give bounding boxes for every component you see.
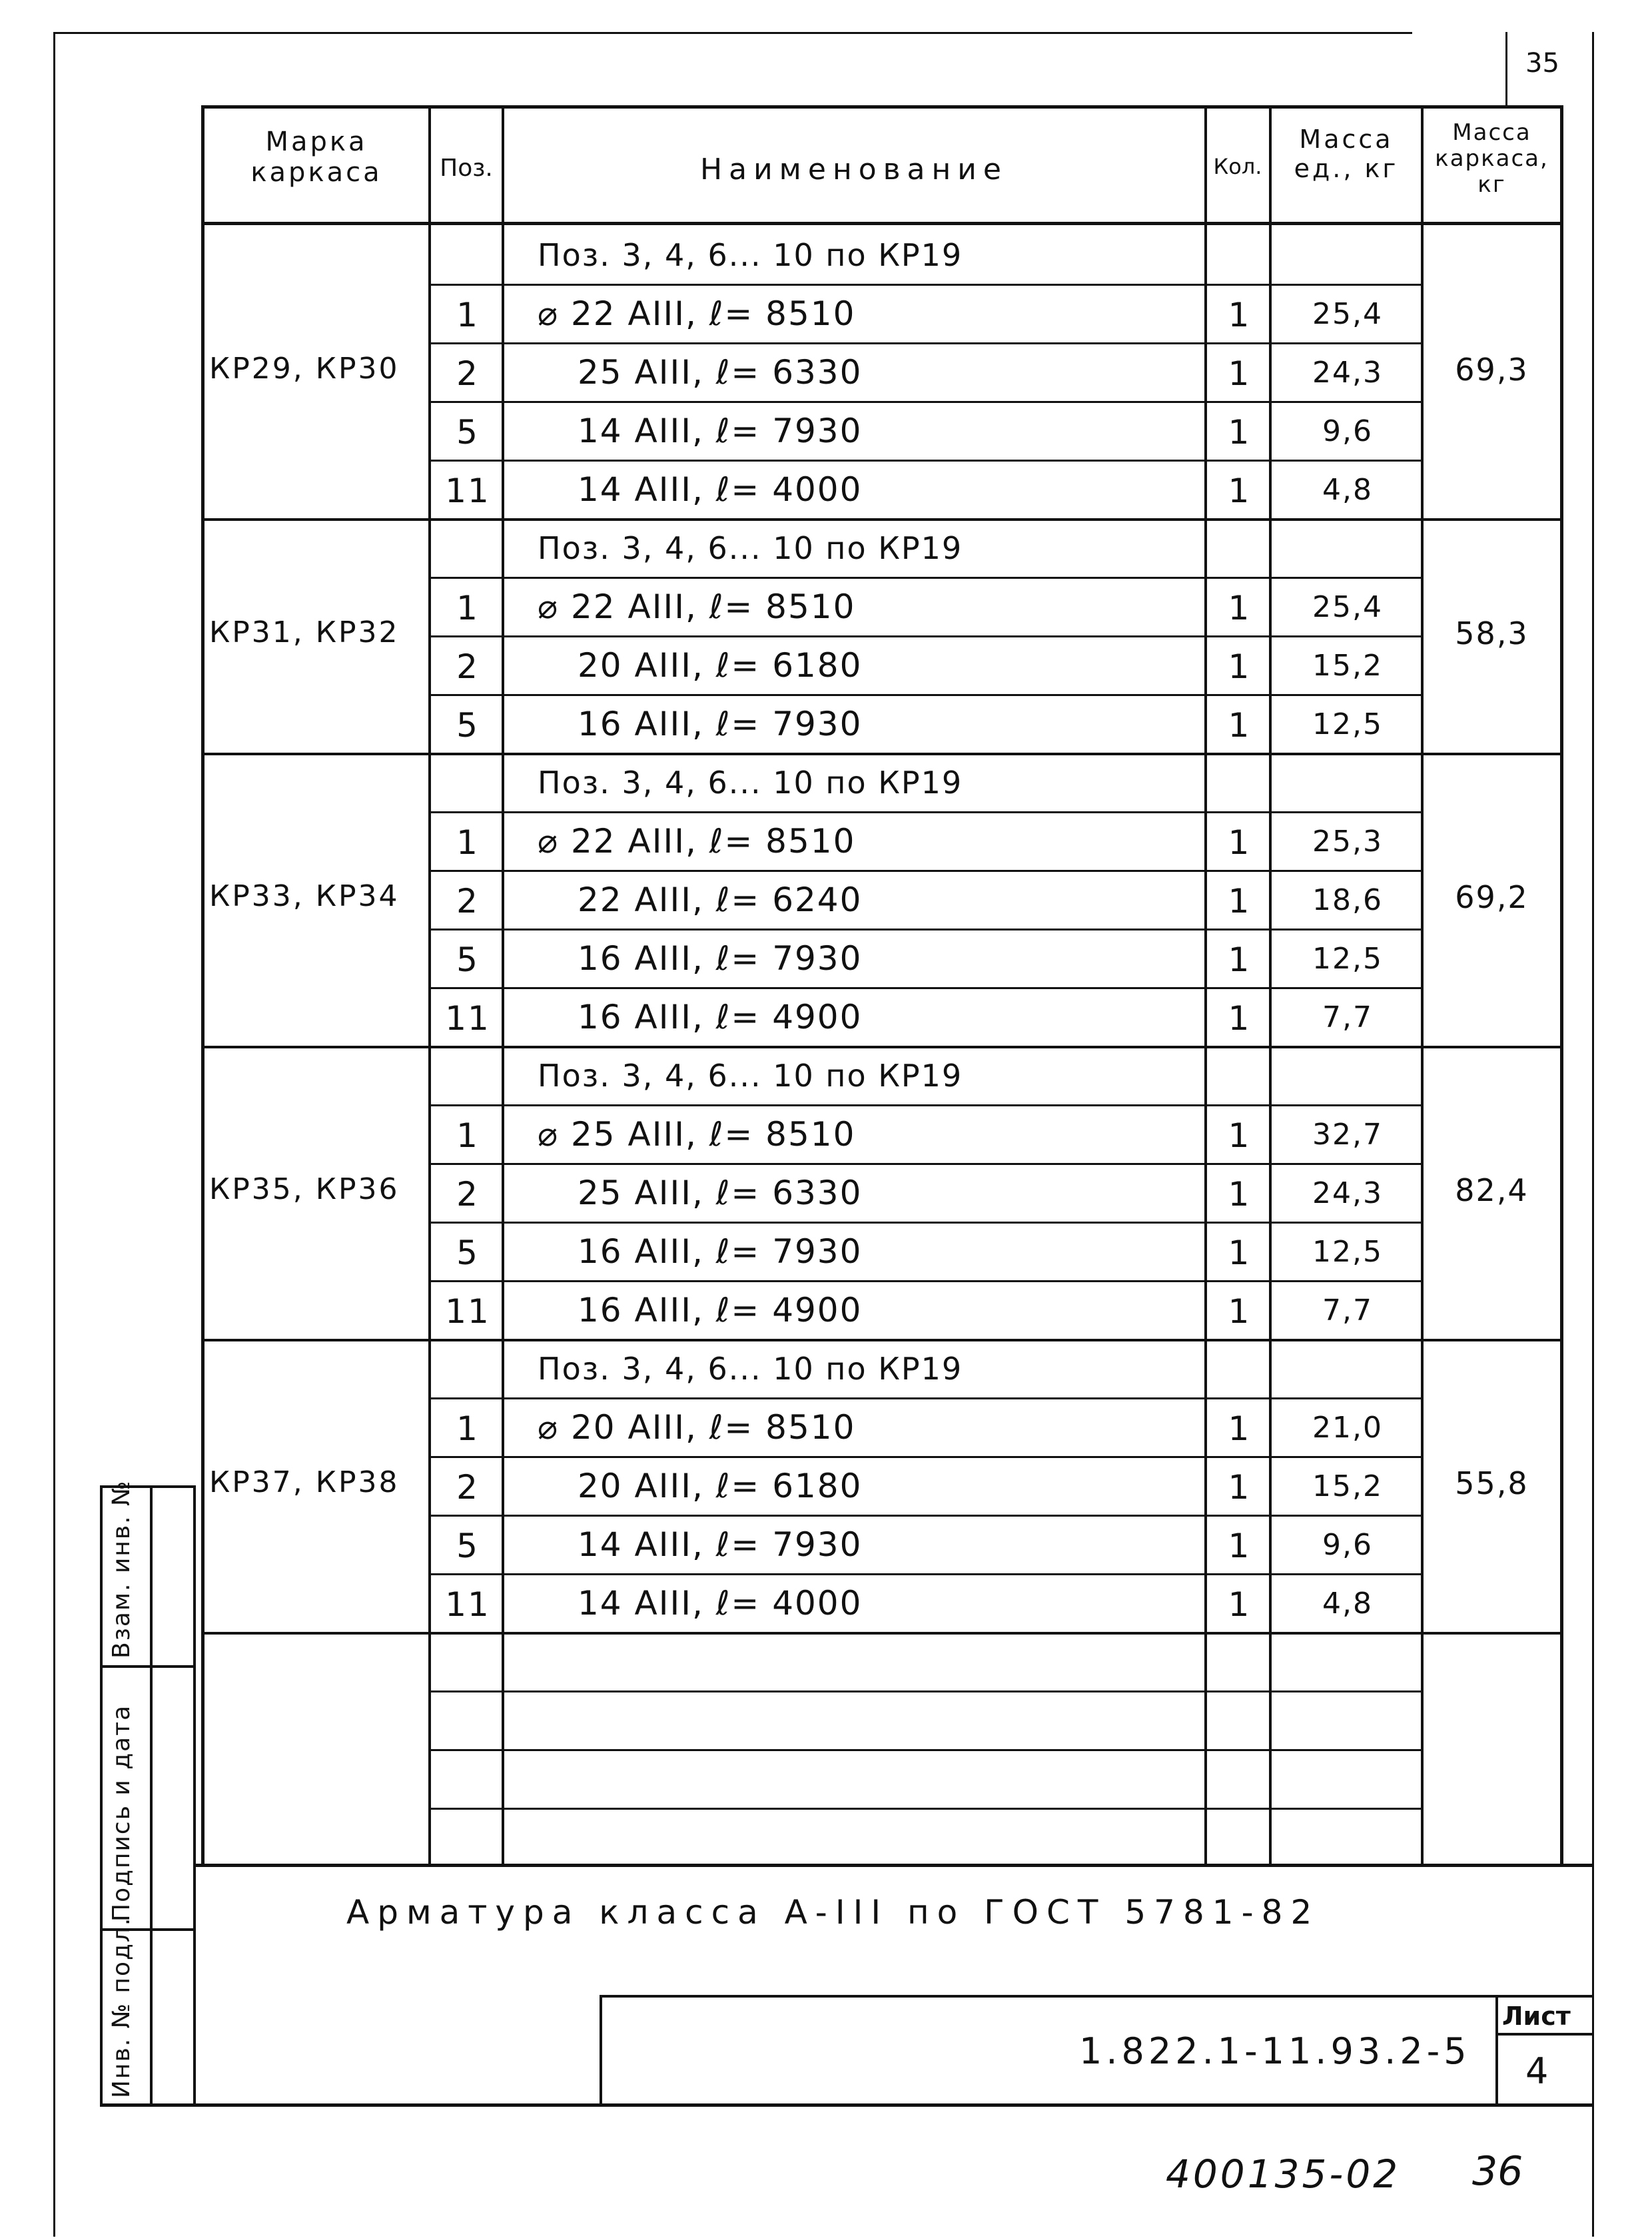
row-qty: 1	[1228, 823, 1251, 862]
row-name: 16 АIII, ℓ= 4900	[578, 998, 863, 1036]
row-qty: 1	[1228, 882, 1251, 921]
row-pos: 5	[456, 1527, 479, 1565]
row-divider	[431, 460, 1424, 462]
row-qty: 1	[1228, 1116, 1251, 1155]
row-name: 16 АIII, ℓ= 7930	[578, 939, 863, 978]
note-text: Арматура класса А-III по ГОСТ 5781-82	[346, 1893, 1320, 1932]
row-mass: 4,8	[1322, 1587, 1373, 1621]
group-divider	[201, 753, 1563, 755]
group-mark: КР35, КР36	[209, 1172, 400, 1206]
row-pos: 2	[456, 1175, 479, 1214]
row-pos: 11	[445, 999, 490, 1038]
row-divider	[431, 1397, 1424, 1399]
frame-left-line	[53, 32, 55, 2237]
row-name: ⌀ 25 АIII, ℓ= 8510	[538, 1115, 856, 1154]
row-mass: 7,7	[1322, 1000, 1373, 1034]
empty-row-divider	[431, 1808, 1424, 1810]
row-pos: 5	[456, 940, 479, 979]
row-name: 14 АIII, ℓ= 7930	[578, 412, 863, 450]
row-divider	[431, 1573, 1424, 1575]
group-ref-text: Поз. 3, 4, 6... 10 по КР19	[538, 1058, 963, 1094]
row-pos: 5	[456, 413, 479, 452]
row-divider	[431, 635, 1424, 637]
group-divider	[201, 518, 1563, 521]
row-pos: 5	[456, 706, 479, 745]
header-qty: Кол.	[1213, 154, 1262, 179]
row-qty: 1	[1228, 413, 1251, 452]
row-divider	[431, 401, 1424, 403]
page-number-top: 35	[1525, 48, 1559, 79]
group-ref-text: Поз. 3, 4, 6... 10 по КР19	[538, 1351, 963, 1387]
row-qty: 1	[1228, 1527, 1251, 1565]
row-divider	[431, 1163, 1424, 1165]
row-qty: 1	[1228, 1468, 1251, 1507]
row-divider	[431, 1515, 1424, 1517]
archive-code: 400135-02	[1166, 2151, 1401, 2197]
side-stamp-left	[100, 1485, 103, 2105]
header-mass-frame: Масса каркаса, кг	[1435, 119, 1549, 198]
row-mass: 15,2	[1312, 1469, 1383, 1503]
group-divider	[201, 1046, 1563, 1048]
table-left-border	[201, 105, 205, 1864]
group-divider	[201, 1339, 1563, 1341]
row-mass: 4,8	[1322, 473, 1373, 507]
row-mass: 12,5	[1312, 942, 1383, 976]
group-mark: КР37, КР38	[209, 1465, 400, 1499]
header-mass-unit: Масса ед., кг	[1294, 125, 1399, 183]
side-stamp-inner	[150, 1485, 153, 2105]
row-name: 14 АIII, ℓ= 4000	[578, 1584, 863, 1623]
row-mass: 21,0	[1312, 1411, 1383, 1445]
table-right-border	[1560, 105, 1563, 1864]
row-name: 25 АIII, ℓ= 6330	[578, 1174, 863, 1212]
row-pos: 1	[456, 1409, 479, 1448]
frame-top-line	[53, 32, 1412, 34]
row-qty: 1	[1228, 472, 1251, 510]
title-block-left	[600, 1995, 602, 2105]
row-qty: 1	[1228, 999, 1251, 1038]
row-qty: 1	[1228, 1175, 1251, 1214]
row-name: 22 АIII, ℓ= 6240	[578, 881, 863, 919]
side-stamp-right	[193, 1485, 196, 2105]
row-qty: 1	[1228, 296, 1251, 334]
row-mass: 24,3	[1312, 1176, 1383, 1210]
row-mass: 32,7	[1312, 1118, 1383, 1152]
table-bottom-border	[193, 1864, 1592, 1867]
row-mass: 25,3	[1312, 825, 1383, 859]
row-pos: 2	[456, 1468, 479, 1507]
row-name: 16 АIII, ℓ= 7930	[578, 705, 863, 743]
header-name: Наименование	[700, 153, 1008, 187]
row-pos: 2	[456, 354, 479, 393]
header-pos: Поз.	[440, 155, 493, 182]
row-qty: 1	[1228, 1585, 1251, 1624]
group-total: 69,3	[1455, 352, 1529, 388]
row-mass: 18,6	[1312, 883, 1383, 917]
row-name: 14 АIII, ℓ= 7930	[578, 1525, 863, 1564]
page-number-box-left	[1505, 32, 1507, 107]
table-header-bottom	[201, 222, 1563, 225]
row-name: 16 АIII, ℓ= 7930	[578, 1232, 863, 1271]
side-label-replace-inv: Взам. инв. №	[108, 1479, 135, 1659]
row-divider	[431, 987, 1424, 989]
row-divider	[431, 1222, 1424, 1224]
row-pos: 1	[456, 296, 479, 334]
row-qty: 1	[1228, 1292, 1251, 1331]
row-name: ⌀ 22 АIII, ℓ= 8510	[538, 587, 856, 626]
group-ref-text: Поз. 3, 4, 6... 10 по КР19	[538, 530, 963, 566]
row-name: ⌀ 22 АIII, ℓ= 8510	[538, 294, 856, 333]
row-divider	[431, 1456, 1424, 1458]
row-name: 20 АIII, ℓ= 6180	[578, 646, 863, 685]
row-qty: 1	[1228, 647, 1251, 686]
row-name: ⌀ 20 АIII, ℓ= 8510	[538, 1408, 856, 1447]
group-ref-text: Поз. 3, 4, 6... 10 по КР19	[538, 237, 963, 273]
row-divider	[431, 284, 1424, 286]
empty-row-divider	[431, 1690, 1424, 1692]
sheet-box-mid	[1495, 2033, 1592, 2036]
frame-right-line	[1592, 32, 1594, 2237]
row-name: 25 АIII, ℓ= 6330	[578, 353, 863, 392]
row-pos: 2	[456, 882, 479, 921]
row-mass: 7,7	[1322, 1294, 1373, 1327]
row-pos: 11	[445, 1585, 490, 1624]
group-mark: КР31, КР32	[209, 615, 400, 649]
group-mark: КР33, КР34	[209, 879, 400, 913]
group-total: 69,2	[1455, 879, 1529, 915]
row-qty: 1	[1228, 589, 1251, 627]
row-pos: 5	[456, 1234, 479, 1272]
side-label-sign-date: Подпись и дата	[108, 1704, 135, 1922]
row-divider	[431, 929, 1424, 931]
row-divider	[431, 1104, 1424, 1106]
footer-page-number: 36	[1472, 2148, 1523, 2195]
row-qty: 1	[1228, 1234, 1251, 1272]
sheet-box-left	[1495, 1995, 1498, 2105]
row-mass: 9,6	[1322, 1528, 1373, 1562]
row-qty: 1	[1228, 354, 1251, 393]
row-pos: 1	[456, 1116, 479, 1155]
row-pos: 2	[456, 647, 479, 686]
row-pos: 1	[456, 823, 479, 862]
row-mass: 15,2	[1312, 649, 1383, 683]
row-qty: 1	[1228, 706, 1251, 745]
row-divider	[431, 577, 1424, 579]
group-total: 58,3	[1455, 615, 1529, 651]
row-pos: 1	[456, 589, 479, 627]
side-label-orig-inv: Инв. № подл.	[108, 1916, 135, 2098]
row-name: 16 АIII, ℓ= 4900	[578, 1291, 863, 1329]
row-divider	[431, 870, 1424, 872]
row-divider	[431, 811, 1424, 813]
row-divider	[431, 1280, 1424, 1282]
side-stamp-bottom	[100, 2103, 1592, 2107]
row-mass: 24,3	[1312, 356, 1383, 390]
row-name: ⌀ 22 АIII, ℓ= 8510	[538, 822, 856, 861]
group-ref-text: Поз. 3, 4, 6... 10 по КР19	[538, 765, 963, 801]
side-stamp-div1	[100, 1665, 196, 1668]
row-name: 20 АIII, ℓ= 6180	[578, 1467, 863, 1505]
row-pos: 11	[445, 472, 490, 510]
row-mass: 9,6	[1322, 414, 1373, 448]
empty-row-divider	[431, 1749, 1424, 1751]
group-divider	[201, 1632, 1563, 1635]
header-mark: Марка каркаса	[250, 127, 382, 188]
sheet-label: Лист	[1502, 2002, 1571, 2031]
row-mass: 12,5	[1312, 1235, 1383, 1269]
row-divider	[431, 342, 1424, 344]
title-block-top	[600, 1995, 1592, 1998]
row-pos: 11	[445, 1292, 490, 1331]
group-total: 82,4	[1455, 1172, 1529, 1208]
row-mass: 25,4	[1312, 297, 1383, 331]
row-qty: 1	[1228, 1409, 1251, 1448]
group-mark: КР29, КР30	[209, 352, 400, 386]
sheet-number: 4	[1525, 2050, 1549, 2092]
table-top-border	[201, 105, 1563, 109]
designation: 1.822.1-11.93.2-5	[1079, 2030, 1471, 2072]
group-total: 55,8	[1455, 1465, 1529, 1501]
row-qty: 1	[1228, 940, 1251, 979]
row-mass: 25,4	[1312, 590, 1383, 624]
row-name: 14 АIII, ℓ= 4000	[578, 470, 863, 509]
row-mass: 12,5	[1312, 707, 1383, 741]
row-divider	[431, 694, 1424, 696]
